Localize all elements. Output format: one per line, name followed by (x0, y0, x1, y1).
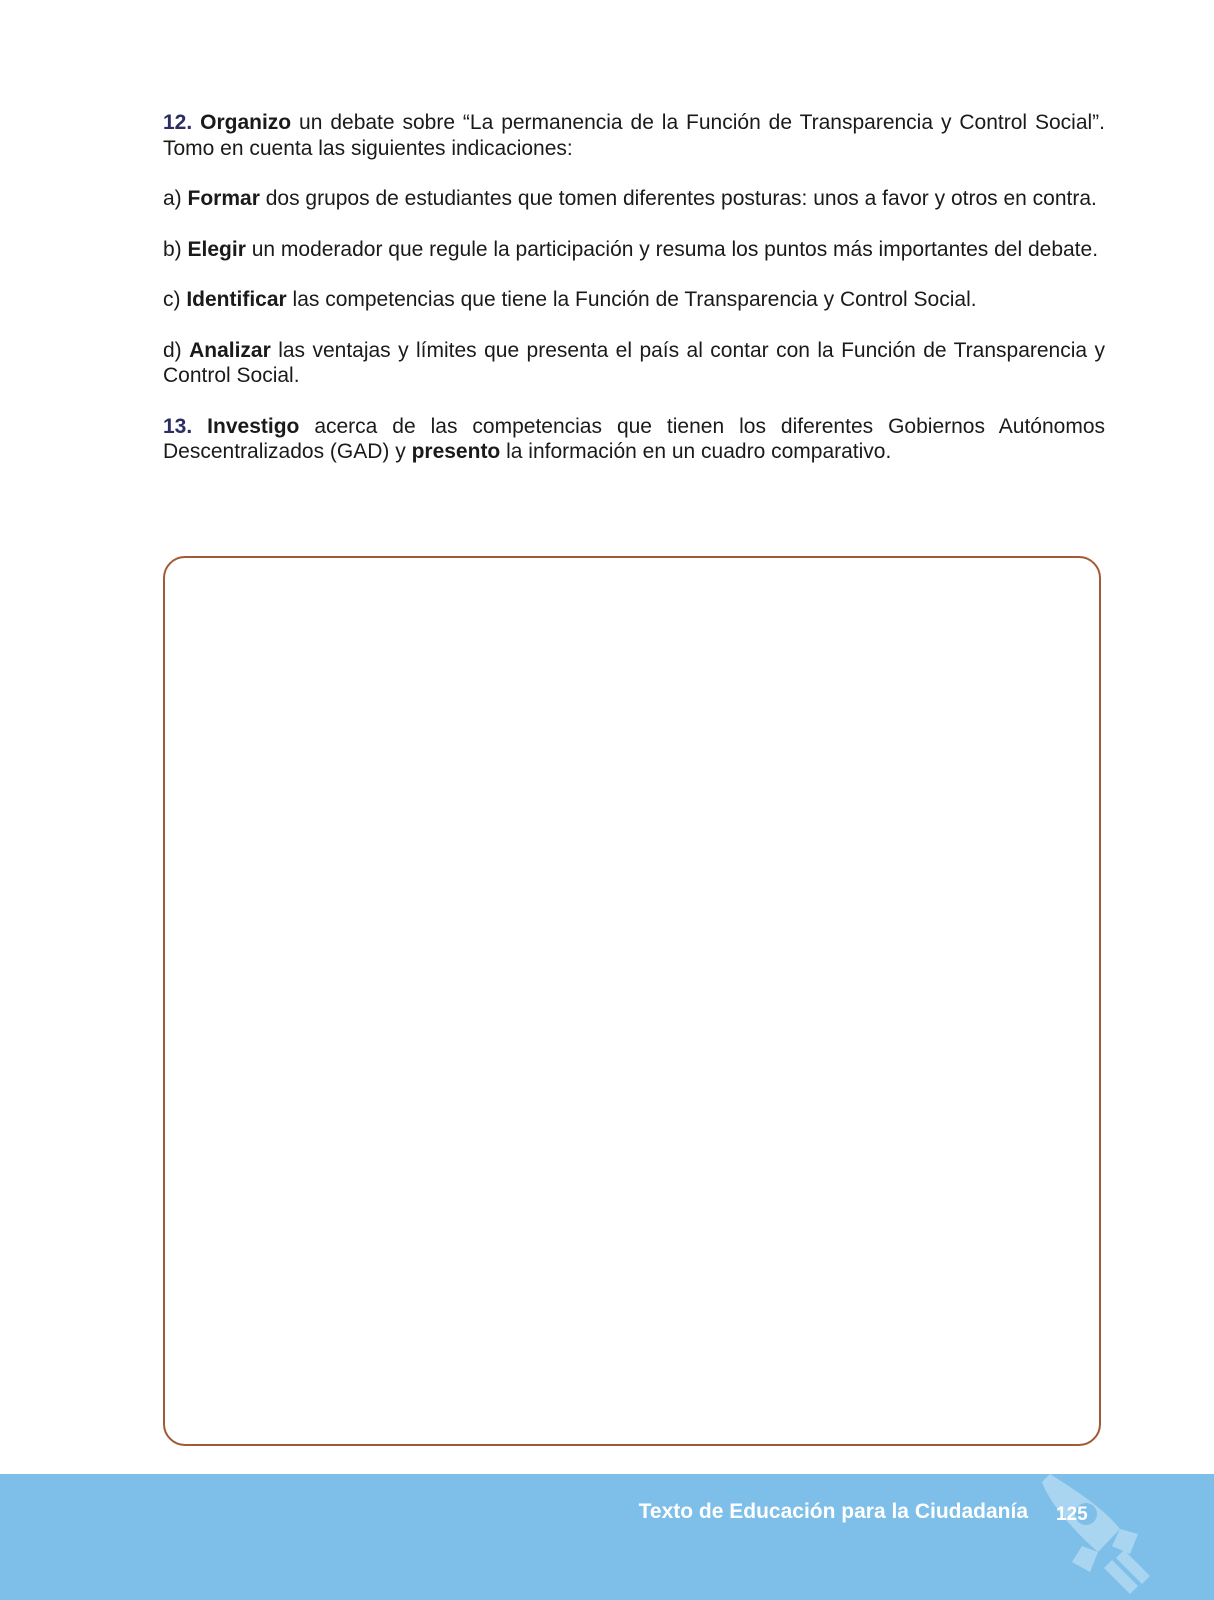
activity-text-2: la información en un cuadro comparativo. (500, 440, 892, 463)
step-d (163, 338, 1105, 389)
step-prefix: b) (163, 237, 188, 261)
activity-number: 12. (163, 111, 193, 134)
activity-verb: Organizo (200, 111, 292, 134)
step-verb: Formar (187, 187, 260, 210)
page-footer (0, 1474, 1214, 1600)
step-b (163, 237, 1105, 263)
rocket-icon (1020, 1474, 1180, 1600)
step-text: las ventajas y límites que presenta el país al contar con la Función de Transparencia y Control Social. (163, 338, 1105, 387)
activity-verb: Investigo (207, 414, 300, 438)
step-text: un moderador que regule la participación y resuma los puntos más importantes del debate. (245, 237, 1099, 261)
step-text: dos grupos de estudiantes que tomen diferentes posturas: unos a favor y otros en contra. (259, 187, 1097, 210)
activity-text: acerca de las competencias que tienen los diferentes Gobiernos Autónomos Descentralizados (GAD) y (163, 414, 1105, 463)
step-verb: Elegir (187, 237, 246, 261)
page-number: 125 (1056, 1504, 1088, 1525)
step-prefix: d) (163, 338, 190, 362)
step-c (163, 287, 1105, 313)
activity-13 (163, 414, 1105, 465)
step-prefix: c) (163, 288, 187, 311)
activity-12 (163, 110, 1105, 161)
step-verb: Identificar (186, 288, 287, 311)
step-text: las competencias que tiene la Función de Transparencia y Control Social. (286, 288, 977, 311)
step-a (163, 186, 1105, 212)
activity-content (163, 110, 1105, 465)
activity-number: 13. (163, 414, 193, 438)
activity-text: un debate sobre “La permanencia de la Función de Transparencia y Control Social”. Tomo en cuenta las siguientes indicaciones: (163, 111, 1105, 160)
answer-box[interactable] (163, 556, 1101, 1446)
activity-verb-2: presento (411, 440, 501, 463)
step-prefix: a) (163, 187, 188, 210)
step-verb: Analizar (189, 338, 271, 362)
footer-title: Texto de Educación para la Ciudadanía (638, 1500, 1028, 1523)
